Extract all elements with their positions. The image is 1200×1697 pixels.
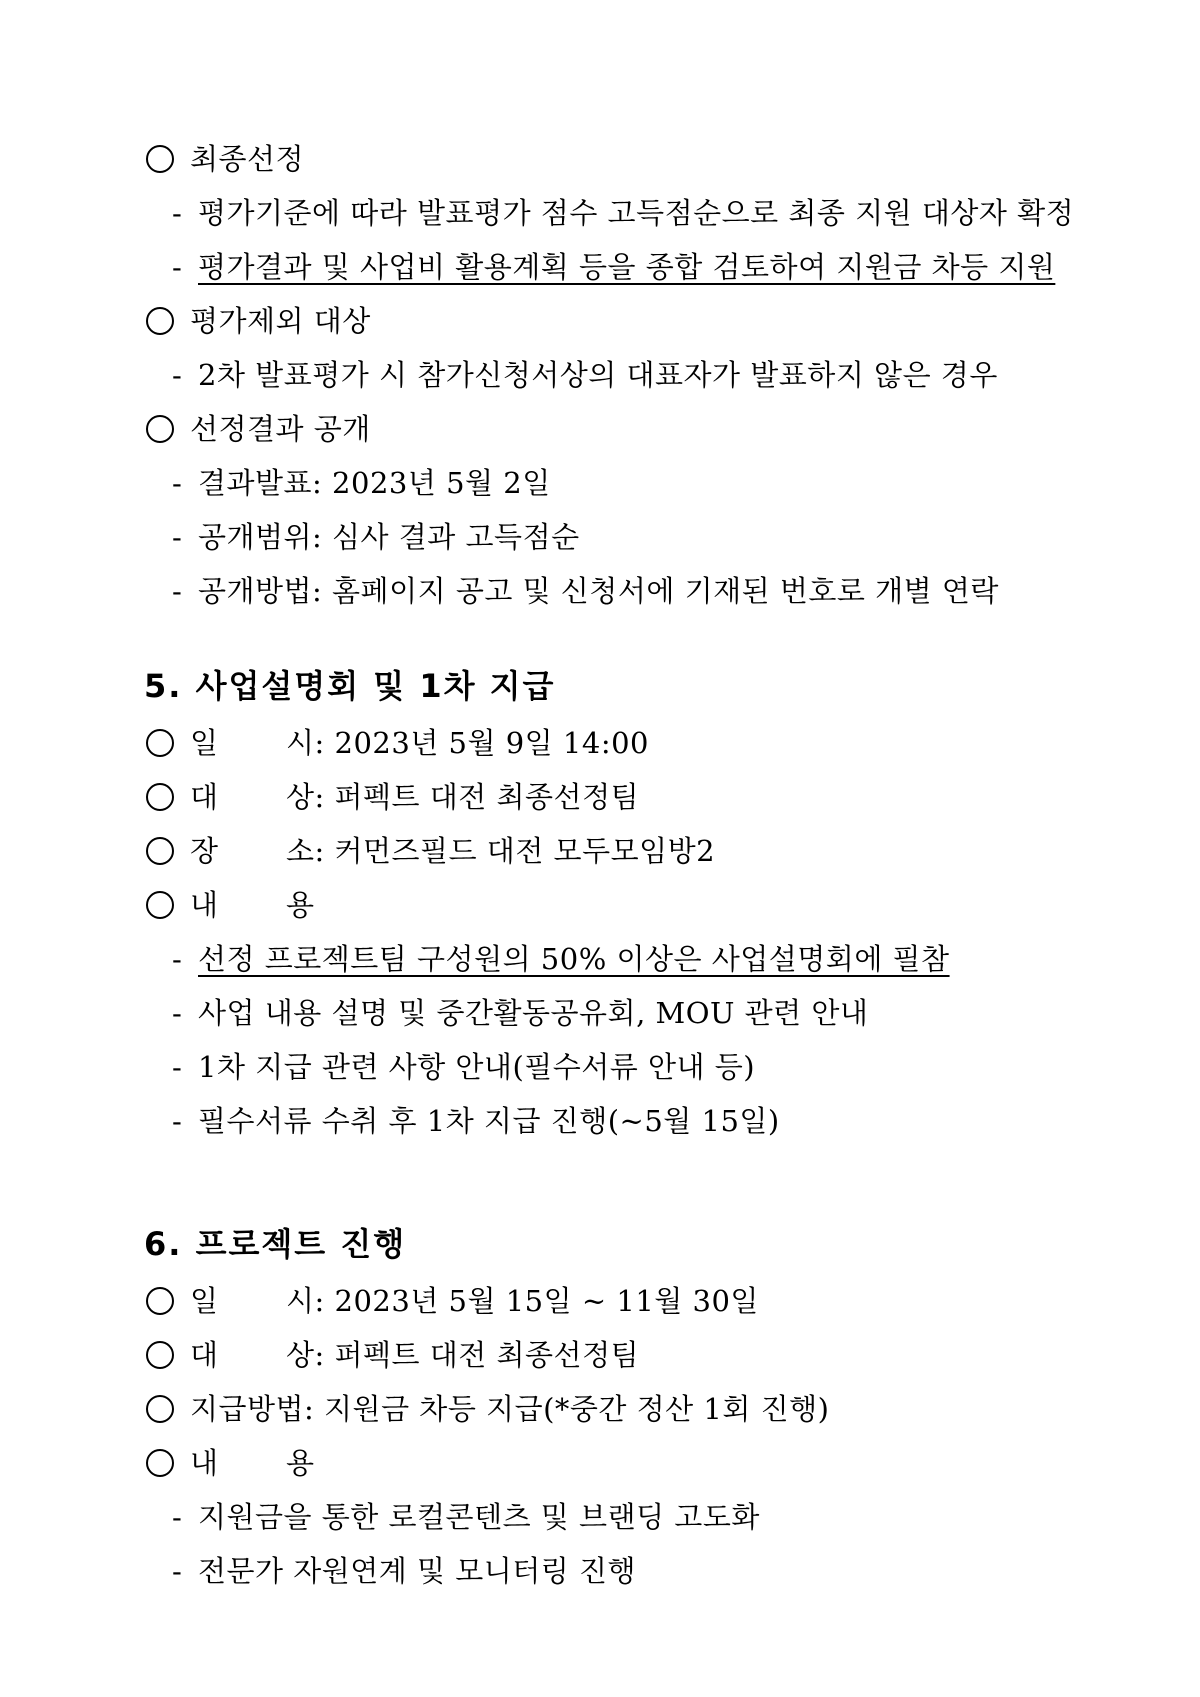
results-item <box>144 456 1200 510</box>
results-title: 선정결과 공개 <box>190 412 371 446</box>
section-5-item-text-underlined: 선정 프로젝트팀 구성원의 50% 이상은 사업설명회에 필참 <box>198 942 950 976</box>
section-6-content-row <box>144 1436 1200 1490</box>
section-5-item-text: 1차 지급 관련 사항 안내(필수서류 안내 등) <box>198 1050 756 1084</box>
section-6-payment-row <box>144 1382 1200 1436</box>
circle-bullet-icon <box>146 145 174 173</box>
section-5-item <box>144 986 1200 1040</box>
circle-bullet-icon <box>146 1341 174 1369</box>
section-5-item <box>144 1040 1200 1094</box>
exclusion-header <box>144 294 1200 348</box>
place-value: 커먼즈필드 대전 모두모임방2 <box>334 834 716 868</box>
section-6-target-row <box>144 1328 1200 1382</box>
dash-marker: - <box>172 520 183 554</box>
dash-marker: - <box>172 466 183 500</box>
payment-value: 지원금 차등 지급(*중간 정산 1회 진행) <box>324 1392 830 1426</box>
dash-marker: - <box>172 1500 183 1534</box>
content-label: 내 <box>190 888 219 922</box>
final-selection-header <box>144 132 1200 186</box>
section-5-date-row <box>144 716 1200 770</box>
section-6-heading: 6. 프로젝트 진행 <box>144 1225 407 1263</box>
final-selection-title: 최종선정 <box>190 142 305 176</box>
exclusion-item-text: 2차 발표평가 시 참가신청서상의 대표자가 발표하지 않은 경우 <box>198 358 998 392</box>
dash-marker: - <box>172 1104 183 1138</box>
section-5-content-row <box>144 878 1200 932</box>
final-selection-item-text-underlined: 평가결과 및 사업비 활용계획 등을 종합 검토하여 지원금 차등 지원 <box>198 250 1056 284</box>
section-5-target-row <box>144 770 1200 824</box>
section-5-item-text: 사업 내용 설명 및 중간활동공유회, MOU 관련 안내 <box>198 996 869 1030</box>
exclusion-item <box>144 348 1200 402</box>
target-label-suffix: 상: <box>286 1338 325 1372</box>
section-6-item <box>144 1544 1200 1598</box>
section-6-item-text: 지원금을 통한 로컬콘텐츠 및 브랜딩 고도화 <box>198 1500 760 1534</box>
section-6-item <box>144 1490 1200 1544</box>
final-selection-item <box>144 186 1200 240</box>
section-5-item-text: 필수서류 수취 후 1차 지급 진행(~5월 15일) <box>198 1104 780 1138</box>
dash-marker: - <box>172 996 183 1030</box>
exclusion-title: 평가제외 대상 <box>190 304 371 338</box>
date-label-suffix: 시: <box>286 726 325 760</box>
section-5-item <box>144 932 1200 986</box>
results-item-text: 공개범위: 심사 결과 고득점순 <box>198 520 580 554</box>
circle-bullet-icon <box>146 1287 174 1315</box>
section-5-place-row <box>144 824 1200 878</box>
date-value: 2023년 5월 15일 ~ 11월 30일 <box>334 1284 759 1318</box>
content-label-suffix: 용 <box>286 1446 315 1480</box>
payment-label: 지급방법: <box>190 1392 315 1426</box>
results-item-text: 결과발표: 2023년 5월 2일 <box>198 466 551 500</box>
section-6-item-text: 전문가 자원연계 및 모니터링 진행 <box>198 1554 637 1588</box>
results-header <box>144 402 1200 456</box>
place-label-suffix: 소: <box>286 834 325 868</box>
circle-bullet-icon <box>146 307 174 335</box>
circle-bullet-icon <box>146 891 174 919</box>
section-6-date-row <box>144 1274 1200 1328</box>
date-label: 일 <box>190 726 219 760</box>
final-selection-item <box>144 240 1200 294</box>
dash-marker: - <box>172 1050 183 1084</box>
dash-marker: - <box>172 574 183 608</box>
target-value: 퍼펙트 대전 최종선정팀 <box>334 1338 640 1372</box>
dash-marker: - <box>172 196 183 230</box>
content-label: 내 <box>190 1446 219 1480</box>
target-label: 대 <box>190 780 219 814</box>
target-value: 퍼펙트 대전 최종선정팀 <box>334 780 640 814</box>
target-label-suffix: 상: <box>286 780 325 814</box>
circle-bullet-icon <box>146 837 174 865</box>
circle-bullet-icon <box>146 1449 174 1477</box>
date-label-suffix: 시: <box>286 1284 325 1318</box>
date-value: 2023년 5월 9일 14:00 <box>334 726 649 760</box>
circle-bullet-icon <box>146 1395 174 1423</box>
results-item <box>144 564 1200 618</box>
target-label: 대 <box>190 1338 219 1372</box>
circle-bullet-icon <box>146 729 174 757</box>
dash-marker: - <box>172 250 183 284</box>
place-label: 장 <box>190 834 219 868</box>
date-label: 일 <box>190 1284 219 1318</box>
dash-marker: - <box>172 1554 183 1588</box>
circle-bullet-icon <box>146 415 174 443</box>
dash-marker: - <box>172 942 183 976</box>
results-item-text: 공개방법: 홈페이지 공고 및 신청서에 기재된 번호로 개별 연락 <box>198 574 999 608</box>
content-label-suffix: 용 <box>286 888 315 922</box>
section-5-heading: 5. 사업설명회 및 1차 지급 <box>144 667 556 705</box>
circle-bullet-icon <box>146 783 174 811</box>
results-item <box>144 510 1200 564</box>
section-5-item <box>144 1094 1200 1148</box>
final-selection-item-text: 평가기준에 따라 발표평가 점수 고득점순으로 최종 지원 대상자 확정 <box>198 196 1075 230</box>
dash-marker: - <box>172 358 183 392</box>
